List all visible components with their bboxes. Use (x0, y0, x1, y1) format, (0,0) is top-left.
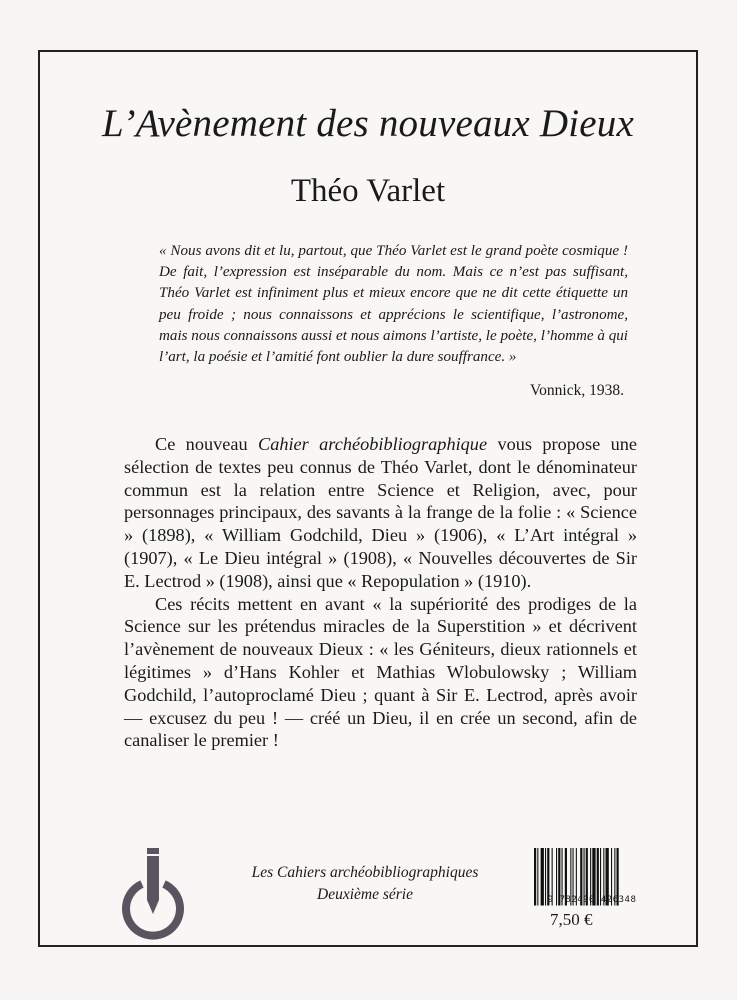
blurb-paragraph-1: Ce nouveau Cahier archéobibliographique vous propose une sélection de textes peu connus de Théo Varlet, dont le dénominateur commun est la relation entre Science et Religion, avec, pour personnages principaux, des savants à la frange de la folie : « Science » (1898), « William Godchild, Dieu » (1906), « L’Art intégral » (1907), « Le Dieu intégral » (1908), « Nouvelles découvertes de Sir E. Lectrod » (1908), ainsi que « Repopulation » (1910). (124, 434, 637, 591)
author-name: Théo Varlet (290, 173, 446, 209)
isbn-digits: 9 782490 426348 (547, 895, 637, 905)
series-caption (220, 862, 510, 906)
blurb (124, 433, 637, 752)
pencil-power-icon (120, 842, 186, 942)
back-cover-frame (38, 50, 698, 947)
blurb-paragraph-2: Ces récits mettent en avant « la supériorité des prodiges de la Science sur les prétendus miracles de la Superstition » et décrivent l’avènement de nouveaux Dieux : « les Géniteurs, dieux rationnels et légitimes » d’Hans Kohler et Mathias Wlobulowsky ; William Godchild, l’autoproclamé Dieu ; quant à Sir E. Lectrod, après avoir — excusez du peu ! — créé un Dieu, il en crée un second, afin de canaliser le premier ! (124, 593, 637, 751)
series-name-italic: Cahier archéobibliographique (258, 434, 488, 454)
series-line-2: Deuxième série (317, 886, 413, 903)
book-title: L’Avènement des nouveaux Dieux (102, 102, 634, 145)
price: 7,50 € (550, 910, 593, 929)
epigraph-source: Vonnick, 1938. (529, 382, 624, 399)
epigraph-quote: « Nous avons dit et lu, partout, que Théo Varlet est le grand poète cosmique ! De fait, l’expression est inséparable du nom. Mais ce n’est pas suffisant, Théo Varlet est infiniment plus et mieux encore que ne dit cette étiquette un peu froide ; nous connaissons et apprécions le scientifique, l’astronome, mais nous connaissons aussi et nous aimons l’artiste, le poète, l’homme à qui l’art, la poésie et l’amitié font oublier la dure souffrance. » (159, 243, 628, 366)
series-line-1: Les Cahiers archéobibliographiques (251, 864, 479, 881)
